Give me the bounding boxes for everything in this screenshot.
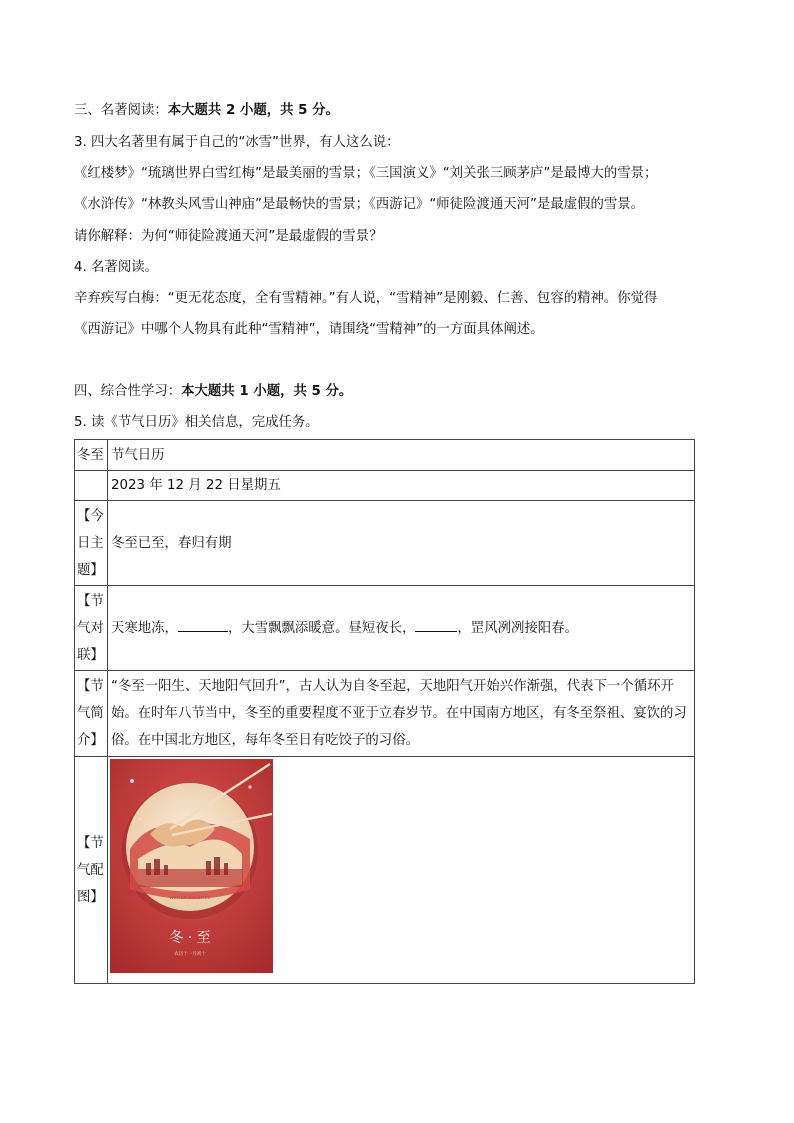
table-row [75,586,695,671]
q4-line2: 辛弃疾写白梅：“更无花态度，全有雪精神。”有人说，“雪精神”是刚毅、仁善、包容的精神。你觉得 [74,291,658,306]
poster-cell [108,757,695,984]
section3-heading-prefix: 三、名著阅读： [74,103,168,118]
q4-line1: 4. 名著阅读。 [74,260,158,275]
row6-label-part: 图】 [77,889,104,905]
q3-line3: 《水浒传》“林教头风雪山神庙”是最畅快的雪景；《西游记》“师徒险渡通天河”是最虚假的雪景。 [74,197,645,212]
table-row [75,757,695,984]
row5-label-part: 【节 [77,679,104,694]
couplet [108,586,695,671]
couplet-part1: 天寒地冻， [111,620,178,636]
row4-label [75,586,108,671]
row4-label-part: 联】 [77,647,104,663]
table-row [75,671,695,757]
section4-heading-bold: 本大题共 1 小题，共 5 分。 [181,384,353,399]
answer-blank-2[interactable] [415,617,457,632]
section3-heading [74,101,339,121]
poster-date-note: 农历十一月初十 [174,952,206,957]
table-row [75,471,695,501]
couplet-part2: ，大雪飘飘添暖意。昼短夜长， [227,620,416,636]
row5-label-part: 介】 [77,733,104,748]
section3-heading-bold: 本大题共 2 小题，共 5 分。 [167,103,339,118]
row2-label [75,471,108,501]
couplet-part3: ，罡风冽冽接阳春。 [457,620,578,636]
q5-line1: 5. 读《节气日历》相关信息，完成任务。 [74,415,319,430]
row4-label-part: 气对 [77,620,104,636]
row4-label-part: 【节 [77,593,104,609]
row3-label [75,501,108,586]
row6-label [75,757,108,984]
solar-term-intro: “冬至一阳生、天地阳气回升”，古人认为自冬至起，天地阳气开始兴作渐强，代表下一个循环开始。在时年八节当中，冬至的重要程度不亚于立春岁节。在中国南方地区，有冬至祭祖、宴饮的习俗。在中国北方地区，每年冬至日有吃饺子的习俗。 [108,671,695,757]
row6-label-part: 【节 [77,835,104,851]
today-theme: 冬至已至，春归有期 [108,501,695,586]
q3-line4: 请你解释：为何“师徒险渡通天河”是最虚假的雪景？ [74,229,383,244]
row5-label [75,671,108,757]
solar-term-calendar-table [74,439,695,984]
row3-label-part: 题】 [77,562,104,578]
row3-label-part: 【今 [77,508,104,524]
poster-title: 冬 · 至 [169,930,211,946]
row1-content: 节气日历 [108,440,695,471]
row2-date: 2023 年 12 月 22 日星期五 [108,471,695,501]
row3-label-part: 日主 [77,535,104,551]
answer-blank-1[interactable] [178,617,228,632]
winter-solstice-poster [110,759,273,973]
section4-heading [74,382,352,402]
row6-label-part: 气配 [77,862,104,878]
row1-label: 冬至 [75,440,108,471]
table-row [75,501,695,586]
poster-subtitle: WINTER SOLSTICE [169,895,211,900]
section4-heading-prefix: 四、综合性学习： [74,384,182,399]
row5-label-part: 气简 [77,706,104,721]
table-row [75,440,695,471]
q3-line2: 《红楼梦》“琉璃世界白雪红梅”是最美丽的雪景；《三国演义》“刘关张三顾茅庐”是最博大的雪景； [74,166,658,181]
q3-line1: 3. 四大名著里有属于自己的“冰雪”世界，有人这么说： [74,135,400,150]
q4-line3: 《西游记》中哪个人物具有此种“雪精神”，请围绕“雪精神”的一方面具体阐述。 [74,322,544,337]
